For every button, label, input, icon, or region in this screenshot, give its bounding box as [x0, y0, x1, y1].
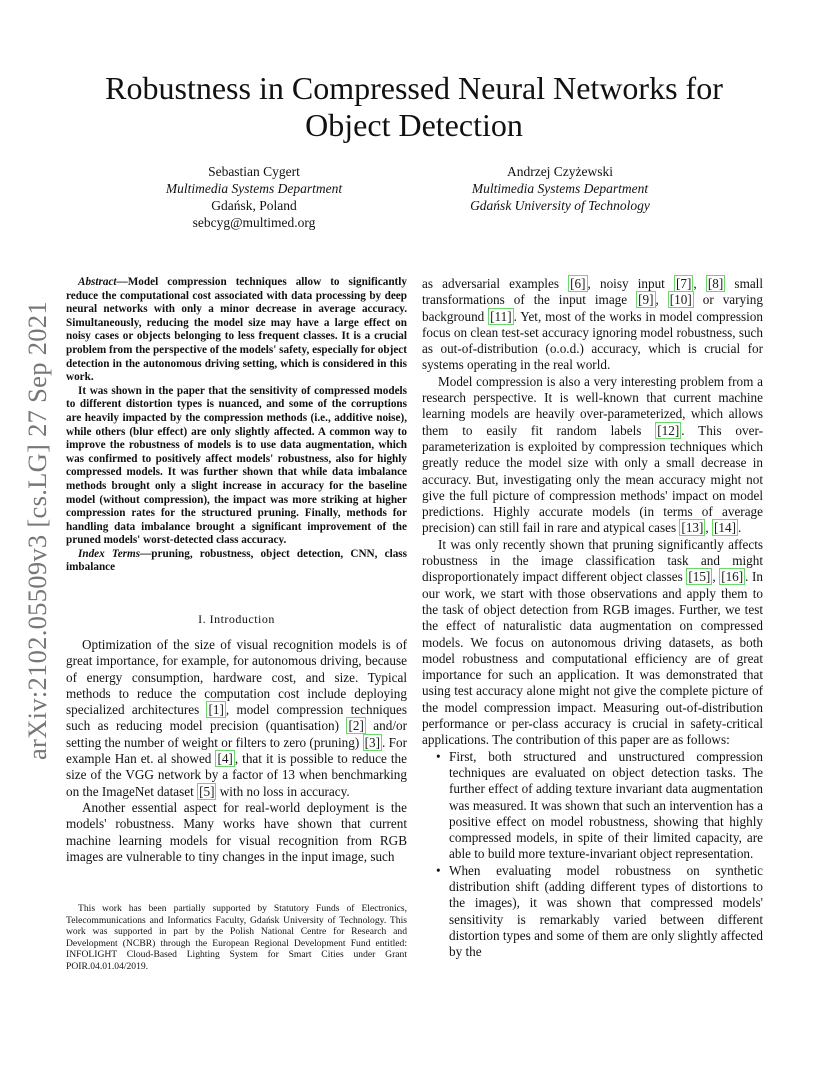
- citation-link[interactable]: [1]: [208, 702, 224, 718]
- bullet-icon: •: [436, 748, 441, 764]
- citation-link[interactable]: [12]: [657, 422, 680, 438]
- list-item: • First, both structured and unstructured compression techniques are evaluated on object detection tasks. The further effect of adding texture invariant data augmentation was measured. It was shown that such an intervention has a positive effect on model robustness, showing that highly compressed models, in spite of their limited capacity, are able to build more texture-invariant object representation.: [436, 748, 763, 862]
- citation-link[interactable]: [13]: [681, 520, 704, 536]
- abstract-paragraph: Abstract—Model compression techniques allow to significantly reduce the computational cost associated with data processing by deep neural networks with only a minor decrease in average accuracy. Simultaneously, reducing the model size may have a large effect on noisy cases or objects belonging to less frequent classes. It is a crucial problem from the perspective of the models' safety, especially for object detection in the autonomous driving setting, which is considered in this work.: [66, 276, 407, 384]
- list-item: • When evaluating model robustness on synthetic distribution shift (adding different types of distortions to the images), it was shown that compressed models' sensitivity is remarkably varied between different distortion types and some of them are only slightly affected by the: [436, 862, 763, 960]
- citation-link[interactable]: [15]: [688, 569, 711, 585]
- abstract: [66, 276, 407, 575]
- body-paragraph: It was only recently shown that pruning significantly affects robustness in the image classification task and might disproportionately impact different object classes [15] , [16] . In our work, we start with those observations and apply them to the task of object detection from RGB images. Further, we test the effect of naturalistic data augmentation on compressed models. We focus on autonomous driving datasets, as both model robustness and computational efficiency are of great importance for such an application. It was demonstrated that using test accuracy alone might not give the complete picture of the model compression impact. Measuring out-of-distribution performance or per-class accuracy is crucial in safety-critical applications. The contribution of this paper are as follows:: [422, 536, 764, 748]
- citation-link[interactable]: [2]: [348, 718, 364, 734]
- author-location: Gdańsk, Poland: [211, 198, 297, 213]
- citation-link[interactable]: [6]: [570, 276, 586, 291]
- body-paragraph: Model compression is also a very interesting problem from a research perspective. It is well-known that current machine learning models are heavily over-parameterized, which allows them to easily fit random labels [12] . This over-parameterization is exploited by compression techniques which greatly reduce the model size with only a small decrease in accuracy. But, investigating only the mean accuracy might not give the full picture of compression methods' impact on model predictions. Highly accurate models (in terms of average precision) can still fail in rare and atypical cases [13] , [14] .: [422, 373, 763, 536]
- citation-link[interactable]: [8]: [707, 276, 724, 291]
- author-email: sebcyg@multimed.org: [192, 215, 316, 230]
- bullet-icon: •: [436, 862, 441, 878]
- paper-title: Robustness in Compressed Neural Networks for Object Detection: [105, 70, 723, 143]
- author-name: Sebastian Cygert: [208, 164, 300, 179]
- body-paragraph: as adversarial examples [6] , noisy input [7] , [8] small transformations of the input image [9] , [10] or varying background [11] . Yet, most of the works in model compression focus on clean test-set accuracy ignoring model robustness, such as out-of-distribution (o.o.d.) accuracy, which is crucial for systems operating in the real world.: [422, 276, 764, 373]
- citation-link[interactable]: [4]: [217, 751, 233, 767]
- body-paragraph: Another essential aspect for real-world deployment is the models' robustness. Many works have shown that current machine learning models for visual recognition from RGB images are vulnerable to tiny changes in the input image, such: [66, 799, 407, 864]
- citation-link[interactable]: [16]: [721, 569, 744, 585]
- author-block-1: [104, 163, 404, 231]
- citation-link[interactable]: [10]: [669, 292, 692, 308]
- author-name: Andrzej Czyżewski: [506, 164, 614, 179]
- author-institution: Gdańsk University of Technology: [470, 198, 650, 213]
- citation-link[interactable]: [9]: [638, 292, 654, 308]
- author-block-2: [410, 163, 710, 214]
- arxiv-stamp: arXiv:2102.05509v3 [cs.LG] 27 Sep 2021: [22, 301, 52, 760]
- citation-link[interactable]: [11]: [490, 308, 512, 324]
- author-affiliation: Multimedia Systems Department: [471, 181, 649, 196]
- citation-link[interactable]: [3]: [364, 734, 380, 750]
- index-terms: Index Terms—pruning, robustness, object detection, CNN, class imbalance: [66, 547, 407, 574]
- introduction-text: [66, 637, 407, 865]
- author-affiliation: Multimedia Systems Department: [165, 181, 343, 196]
- abstract-paragraph: It was shown in the paper that the sensitivity of compressed models to different distortion types is nuanced, and some of the corruptions are heavily impacted by the compression methods (i.e., additive noise), while others (blur effect) are only slightly affected. A common way to improve the robustness of models is to use data augmentation, which was confirmed to positively affect models' robustness, also for highly compressed models. It was further shown that while data imbalance methods brought only a slight increase in accuracy for the baseline model (without compression), the impact was more striking at higher compression rates for the structured pruning. Finally, methods for handling data imbalance brought a significant improvement of the pruned models' worst-detected class accuracy.: [66, 384, 407, 547]
- body-paragraph: Optimization of the size of visual recognition models is of great importance, for example, for autonomous driving, because of energy consumption, hardware cost, and size. Typical methods to reduce the computation cost include deploying specialized architectures [1] , model compression techniques such as reducing model precision (quantisation) [2] and/or setting the number of weight or filters to zero (pruning) [3] . For example Han et. al showed [4] , that it is possible to reduce the size of the VGG network by a factor of 13 when benchmarking on the ImageNet dataset [5] with no loss in accuracy.: [66, 637, 407, 799]
- citation-link[interactable]: [5]: [199, 783, 215, 799]
- section-heading: I. Introduction: [198, 612, 275, 626]
- abstract-label: Abstract: [78, 276, 117, 288]
- index-terms-label: Index Terms: [78, 547, 141, 560]
- citation-link[interactable]: [7]: [676, 276, 692, 291]
- right-column-text: [422, 276, 763, 960]
- contribution-list: [422, 749, 763, 961]
- citation-link[interactable]: [14]: [714, 520, 736, 536]
- footnote: This work has been partially supported by Statutory Funds of Electronics, Telecommunications and Informatics Faculty, Gdańsk University of Technology. This work was supported in part by the Polish National Centre for Research and Development (NCBR) through the European Regional Development Fund entitled: INFOLIGHT Cloud-Based Lighting System for Smart Cities under Grant POIR.04.01.04/2019.: [66, 903, 407, 972]
